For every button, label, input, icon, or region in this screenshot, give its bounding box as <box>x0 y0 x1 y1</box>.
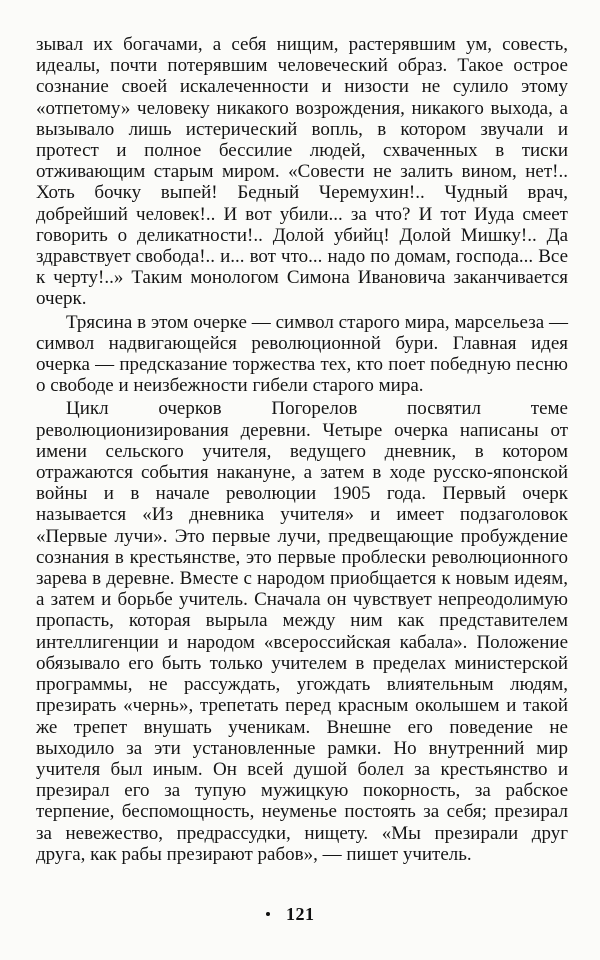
page-footer <box>0 904 600 928</box>
paragraph-2: Трясина в этом очерке — символ старого мира, марсельеза — символ надвигающейся революционной бури. Главная идея очерка — предсказание торжества тех, кто поет победную песню о свободе и неизбежности гибели старого мира. <box>36 311 568 397</box>
body-text <box>36 34 568 865</box>
paragraph-1: зывал их богачами, а себя нищим, растерявшим ум, совесть, идеалы, почти потерявшим человеческий образ. Такое острое сознание своей искалеченности и низости не сулило этому «отпетому» человеку никакого возрождения, никакого выхода, а вызывало лишь истерический вопль, в котором звучали и протест и полное бессилие людей, схваченных в тиски отживающим старым миром. «Совести не залить вином, нет!.. Хоть бочку выпей! Бедный Черемухин!.. Чудный врач, добрейший человек!.. И вот убили... за что? И тот Иуда смеет говорить о деликатности!.. Долой убийц! Долой Мишку!.. Да здравствует свобода!.. и... вот что... надо по домам, господа... Все к черту!..» Таким монологом Симона Ивановича заканчивается очерк. <box>36 34 568 310</box>
paragraph-3: Цикл очерков Погорелов посвятил теме революционизирования деревни. Четыре очерка написаны от имени сельского учителя, ведущего дневник, в котором отражаются события накануне, а затем в ходе русско-японской войны и в начале революции 1905 года. Первый очерк называется «Из дневника учителя» и имеет подзаголовок «Первые лучи». Это первые лучи, предвещающие пробуждение сознания в крестьянстве, это первые проблески революционного зарева в деревне. Вместе с народом приобщается к новым идеям, а затем и борьбе учитель. Сначала он чувствует непреодолимую пропасть, которая вырыла между ним как представителем интеллигенции и народом «всероссийская кабала». Положение обязывало его быть только учителем в пределах министерской программы, не рассуждать, угождать влиятельным людям, презирать «чернь», трепетать перед красным околышем и такой же трепет внушать ученикам. Внешне его поведение не выходило за эти установленные рамки. Но внутренний мир учителя был иным. Он всей душой болел за крестьянство и презирал его за тупую мужицкую покорность, за рабское терпение, беспомощность, неуменье постоять за себя; презирал за невежество, предрассудки, нищету. «Мы презирали друг друга, как рабы презирают рабов», — пишет учитель. <box>36 398 568 865</box>
page-number: 121 <box>286 904 315 924</box>
footer-dot-mark <box>266 912 270 916</box>
